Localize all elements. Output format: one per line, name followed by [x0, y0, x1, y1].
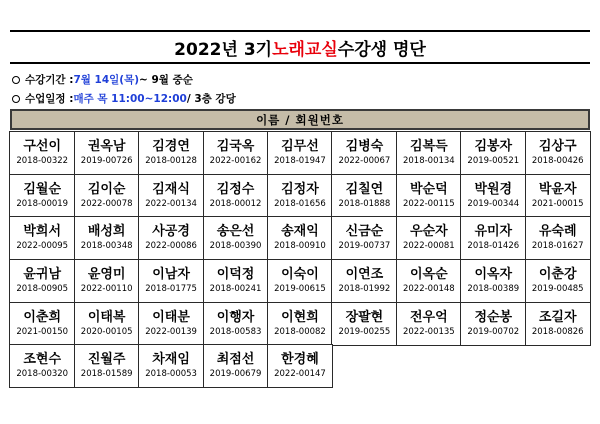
member-name: 김국옥 — [216, 139, 255, 155]
member-number: 2018-00053 — [145, 369, 197, 380]
member-name: 박순덕 — [410, 181, 448, 197]
member-cell — [74, 216, 140, 260]
member-number: 2019-00679 — [209, 369, 262, 380]
member-cell — [74, 259, 140, 303]
member-cell — [331, 216, 397, 260]
member-name: 배성희 — [87, 224, 126, 240]
member-number: 2022-00095 — [16, 241, 69, 252]
member-name: 한경혜 — [281, 352, 319, 368]
member-cell — [331, 302, 397, 346]
member-name: 장팔현 — [345, 309, 384, 325]
member-cell — [9, 216, 75, 260]
member-name: 권옥남 — [87, 139, 126, 155]
member-number: 2018-00426 — [531, 156, 584, 167]
member-cell — [203, 259, 269, 303]
member-name: 이태분 — [152, 309, 190, 325]
member-number: 2018-00320 — [16, 369, 69, 380]
member-cell — [331, 131, 397, 175]
member-cell — [396, 216, 462, 260]
member-cell — [267, 174, 333, 218]
period-label: 수강기간 : — [25, 74, 74, 86]
member-name: 김월순 — [23, 181, 62, 197]
member-cell — [9, 259, 75, 303]
member-cell — [267, 344, 333, 388]
member-cell — [74, 174, 140, 218]
schedule-rest: / 3층 강당 — [186, 93, 236, 105]
member-name: 이옥자 — [474, 267, 513, 283]
member-name: 김정수 — [216, 181, 255, 197]
member-number: 2018-00012 — [209, 198, 262, 209]
member-cell — [203, 216, 269, 260]
member-name: 김무선 — [281, 139, 319, 155]
member-cell — [267, 302, 333, 346]
title-highlight: 노래교실 — [272, 39, 338, 60]
member-cell — [74, 302, 140, 346]
member-number: 2018-01947 — [274, 156, 326, 167]
member-number: 2022-00078 — [80, 198, 133, 209]
member-cell — [525, 174, 591, 218]
member-number: 2018-01888 — [338, 198, 391, 209]
member-cell — [460, 174, 526, 218]
member-name: 이춘강 — [538, 267, 577, 283]
member-cell — [331, 174, 397, 218]
member-name: 김정자 — [281, 181, 319, 197]
member-name: 이춘희 — [23, 309, 62, 325]
circle-bullet-icon — [12, 76, 20, 84]
member-name: 전우억 — [410, 309, 448, 325]
member-number: 2022-00148 — [402, 284, 455, 295]
member-number: 2018-00019 — [16, 198, 69, 209]
member-cell — [396, 259, 462, 303]
title-suffix: 수강생 명단 — [337, 39, 426, 60]
member-name: 정순봉 — [474, 309, 513, 325]
member-cell — [203, 302, 269, 346]
member-cell — [396, 302, 462, 346]
member-name: 김봉자 — [474, 139, 513, 155]
member-cell — [9, 344, 75, 388]
member-cell — [267, 131, 333, 175]
member-name: 최점선 — [216, 352, 255, 368]
member-cell — [525, 259, 591, 303]
member-number: 2022-00081 — [402, 241, 455, 252]
member-name: 이연조 — [345, 267, 384, 283]
member-cell — [331, 259, 397, 303]
member-name: 신금순 — [345, 224, 384, 240]
member-cell — [138, 302, 204, 346]
member-cell — [460, 259, 526, 303]
member-cell — [138, 259, 204, 303]
member-name: 조현수 — [23, 352, 62, 368]
member-number: 2018-01656 — [274, 198, 326, 209]
member-cell — [138, 216, 204, 260]
member-cell — [396, 131, 462, 175]
member-cell — [267, 216, 333, 260]
member-name: 우순자 — [410, 224, 448, 240]
member-number: 2018-00322 — [16, 156, 69, 167]
member-number: 2018-00082 — [274, 326, 326, 337]
member-name: 김이순 — [87, 181, 126, 197]
member-number: 2019-00485 — [531, 284, 584, 295]
member-cell — [525, 302, 591, 346]
member-number: 2019-00737 — [338, 241, 391, 252]
member-number: 2018-01426 — [467, 241, 520, 252]
member-cell — [9, 131, 75, 175]
member-number: 2018-00128 — [145, 156, 197, 167]
member-name: 송은선 — [216, 224, 255, 240]
member-cell — [138, 344, 204, 388]
schedule-label: 수업일정 : — [25, 93, 74, 105]
member-cell — [525, 131, 591, 175]
member-name: 구선이 — [23, 139, 62, 155]
member-name: 유미자 — [474, 224, 513, 240]
member-number: 2018-00905 — [16, 284, 69, 295]
member-number: 2018-00583 — [209, 326, 262, 337]
member-cell — [74, 344, 140, 388]
member-name: 윤영미 — [87, 267, 126, 283]
member-cell — [267, 259, 333, 303]
member-name: 차재임 — [152, 352, 190, 368]
member-number: 2022-00134 — [145, 198, 197, 209]
member-number: 2022-00135 — [402, 326, 455, 337]
member-name: 윤귀남 — [23, 267, 62, 283]
member-number: 2022-00139 — [145, 326, 197, 337]
member-number: 2022-00115 — [402, 198, 455, 209]
member-number: 2018-01627 — [531, 241, 584, 252]
member-cell — [9, 302, 75, 346]
member-name: 김병숙 — [345, 139, 384, 155]
member-number: 2019-00521 — [467, 156, 520, 167]
member-cell — [525, 216, 591, 260]
member-name: 이덕정 — [216, 267, 255, 283]
member-number: 2019-00615 — [274, 284, 326, 295]
member-number: 2018-01589 — [80, 369, 133, 380]
member-name: 조길자 — [538, 309, 577, 325]
member-number: 2022-00110 — [80, 284, 133, 295]
member-number: 2018-00348 — [80, 241, 133, 252]
member-name: 이태복 — [87, 309, 126, 325]
member-number: 2022-00162 — [209, 156, 262, 167]
member-number: 2022-00086 — [145, 241, 197, 252]
member-cell — [74, 131, 140, 175]
member-name: 김복득 — [410, 139, 448, 155]
member-name: 김경연 — [152, 139, 190, 155]
member-number: 2022-00067 — [338, 156, 391, 167]
member-name: 김칠연 — [345, 181, 384, 197]
member-cell — [138, 131, 204, 175]
member-name: 이남자 — [152, 267, 190, 283]
member-name: 김재식 — [152, 181, 190, 197]
roster-header: 이름 / 회원번호 — [10, 109, 590, 130]
member-name: 이옥순 — [410, 267, 448, 283]
roster-grid — [10, 132, 590, 388]
member-number: 2018-01775 — [145, 284, 197, 295]
member-number: 2020-00105 — [80, 326, 133, 337]
member-number: 2018-00134 — [402, 156, 455, 167]
member-number: 2019-00726 — [80, 156, 133, 167]
member-number: 2019-00344 — [467, 198, 520, 209]
member-cell — [460, 302, 526, 346]
document-title — [10, 30, 590, 64]
member-cell — [460, 216, 526, 260]
member-name: 박희서 — [23, 224, 62, 240]
member-number: 2018-00389 — [467, 284, 520, 295]
course-period-line — [12, 72, 193, 87]
member-name: 진월주 — [87, 352, 126, 368]
member-name: 이숙이 — [281, 267, 319, 283]
member-cell — [203, 344, 269, 388]
member-number: 2021-00150 — [16, 326, 69, 337]
member-name: 이현희 — [281, 309, 319, 325]
member-name: 송재익 — [281, 224, 319, 240]
class-schedule-line — [12, 91, 236, 106]
member-cell — [396, 174, 462, 218]
member-number: 2018-00241 — [209, 284, 262, 295]
member-name: 박윤자 — [538, 181, 577, 197]
member-name: 사공경 — [152, 224, 190, 240]
member-cell — [203, 131, 269, 175]
member-name: 김상구 — [538, 139, 577, 155]
title-prefix: 2022년 3기 — [174, 39, 273, 60]
circle-bullet-icon — [12, 95, 20, 103]
member-name: 유숙례 — [538, 224, 577, 240]
member-cell — [203, 174, 269, 218]
schedule-value: 매주 목 11:00~12:00 — [73, 93, 187, 105]
member-number: 2022-00147 — [274, 369, 326, 380]
member-name: 이행자 — [216, 309, 255, 325]
member-number: 2019-00255 — [338, 326, 391, 337]
period-value: 7월 14일(목) — [73, 74, 140, 86]
member-number: 2018-00390 — [209, 241, 262, 252]
member-number: 2018-00826 — [531, 326, 584, 337]
member-roster — [10, 109, 590, 388]
period-rest: ~ 9월 중순 — [139, 74, 193, 86]
member-cell — [460, 131, 526, 175]
member-cell — [9, 174, 75, 218]
member-number: 2018-01992 — [338, 284, 391, 295]
member-number: 2021-00015 — [531, 198, 584, 209]
member-name: 박원경 — [474, 181, 513, 197]
member-number: 2018-00910 — [274, 241, 326, 252]
member-cell — [138, 174, 204, 218]
member-number: 2019-00702 — [467, 326, 520, 337]
